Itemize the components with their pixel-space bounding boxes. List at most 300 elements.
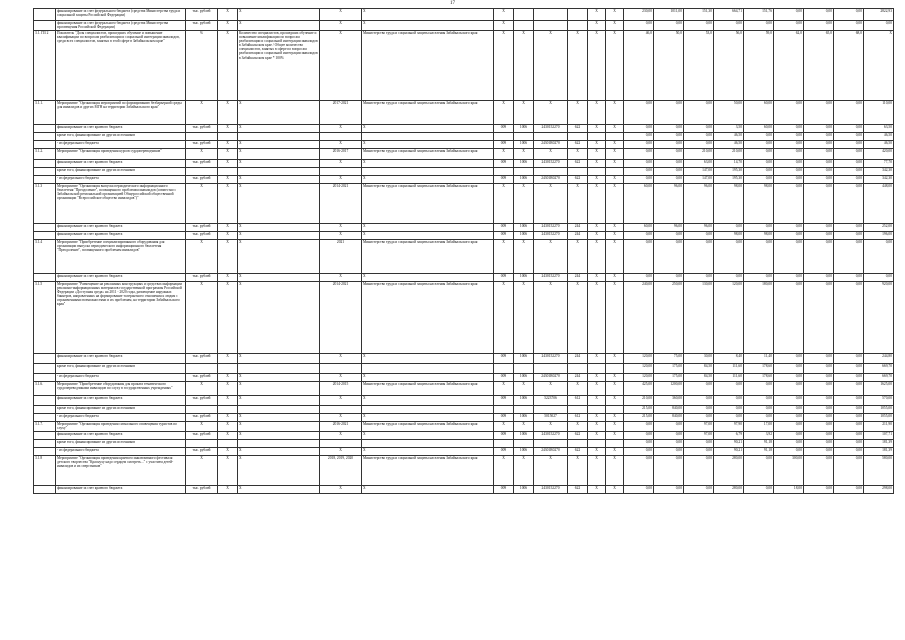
value-year: 280,00 (714, 486, 744, 494)
value-year: 91,18 (744, 448, 774, 456)
value-year: 0,00 (834, 141, 864, 149)
value-total: 1625,00 (864, 382, 894, 396)
value-year: 0,00 (834, 224, 864, 232)
expense-type: X (568, 456, 588, 486)
value-year: 0,00 (654, 149, 684, 160)
formula: X (238, 160, 320, 168)
expense-type: 622 (568, 176, 588, 184)
period: X (320, 176, 362, 184)
col-x2 (588, 133, 606, 141)
value-year: 0,00 (714, 224, 744, 232)
value-year: 0,00 (714, 396, 744, 406)
value-year: 96,00 (684, 224, 714, 232)
value-year: 60,00 (744, 101, 774, 125)
value-year: 17,00 (744, 422, 774, 432)
grbs: X (494, 31, 514, 101)
value-year: 130,00 (684, 282, 714, 354)
section: 1006 (514, 176, 534, 184)
value-year: 6,79 (714, 432, 744, 440)
period: X (320, 224, 362, 232)
table-row (34, 440, 894, 448)
row-number (34, 176, 56, 184)
value-year: 0,00 (744, 414, 774, 422)
value-year: 0,00 (834, 354, 864, 364)
value-year: 0,00 (624, 141, 654, 149)
unit: тыс. рублей (186, 374, 218, 382)
value-year: 0,00 (774, 354, 804, 364)
responsible: Министерство труда и социальной защиты населения Забайкальского края (362, 101, 494, 125)
responsible: X (362, 9, 494, 21)
value-year: 0,00 (834, 406, 864, 414)
col-x3: X (606, 448, 624, 456)
period: X (320, 141, 362, 149)
value-year: 0,00 (804, 184, 834, 224)
section: 1006 (514, 274, 534, 282)
table-row (34, 168, 894, 176)
expense-type: 244 (568, 224, 588, 232)
value-year: 840,00 (654, 406, 684, 414)
col-x1: X (218, 9, 238, 21)
value-year: 0,00 (804, 21, 834, 31)
value-year: 0,00 (684, 382, 714, 396)
target-article: 2430152270 (534, 354, 568, 364)
value-year: 215,00 (624, 406, 654, 414)
target-article: 2430152270 (534, 160, 568, 168)
grbs: 009 (494, 396, 514, 406)
value-total: 570,00 (864, 396, 894, 406)
row-number (34, 168, 56, 176)
row-description: финансирование за счет краевого бюджета (56, 160, 186, 168)
formula: X (238, 432, 320, 440)
col-x1: X (218, 282, 238, 354)
col-x3: X (606, 224, 624, 232)
value-year: 0,00 (624, 232, 654, 240)
grbs: 009 (494, 274, 514, 282)
responsible: X (362, 160, 494, 168)
value-year: 50,00 (714, 101, 744, 125)
target-article: 24301R0270 (534, 176, 568, 184)
value-year: 0,00 (624, 432, 654, 440)
table-row (34, 21, 894, 31)
col-x1 (218, 440, 238, 448)
target-article: 2430152270 (534, 232, 568, 240)
col-x1: X (218, 456, 238, 486)
grbs: 009 (494, 160, 514, 168)
col-x2: X (588, 141, 606, 149)
section: X (514, 422, 534, 432)
value-year: 0,00 (774, 374, 804, 382)
value-year: 0,00 (804, 440, 834, 448)
expense-type: 622 (568, 432, 588, 440)
unit: тыс. рублей (186, 414, 218, 422)
col-x2: X (588, 382, 606, 396)
row-description: финансирование за счет краевого бюджета (56, 232, 186, 240)
target-article: 24301R0270 (534, 141, 568, 149)
table-row (34, 224, 894, 232)
value-year: 0,00 (684, 406, 714, 414)
col-x1: X (218, 274, 238, 282)
row-number (34, 9, 56, 21)
expense-type: 612 (568, 396, 588, 406)
value-year: 0,00 (714, 21, 744, 31)
row-number: 3.1.5 (34, 282, 56, 354)
section: X (514, 31, 534, 101)
grbs: X (494, 382, 514, 396)
table-row (34, 240, 894, 274)
col-x1: X (218, 31, 238, 101)
value-year: 0,00 (804, 374, 834, 382)
value-year: 0,00 (654, 422, 684, 432)
table-row (34, 374, 894, 382)
value-year: 0,00 (834, 125, 864, 133)
responsible: X (362, 486, 494, 494)
value-year: 1200,00 (654, 382, 684, 396)
row-number (34, 448, 56, 456)
target-article: X (534, 422, 568, 432)
value-year: 0,00 (654, 125, 684, 133)
col-x3 (606, 133, 624, 141)
target-article: 2430152270 (534, 274, 568, 282)
period: X (320, 232, 362, 240)
unit: тыс. рублей (186, 141, 218, 149)
row-description: кроме того, финансирование из других источников (56, 364, 186, 374)
grbs: 009 (494, 432, 514, 440)
value-year: 175,00 (654, 364, 684, 374)
value-year: 0,00 (834, 149, 864, 160)
target-article: 2430152270 (534, 432, 568, 440)
value-year: 46,50 (714, 141, 744, 149)
formula: X (238, 448, 320, 456)
value-year: 96,00 (654, 224, 684, 232)
section: X (514, 149, 534, 160)
formula: X (238, 184, 320, 224)
value-year: 97,00 (684, 422, 714, 432)
value-total: 181,39 (864, 448, 894, 456)
target-article (534, 133, 568, 141)
expense-type (568, 21, 588, 31)
period (320, 440, 362, 448)
value-year: 0,00 (804, 176, 834, 184)
section: X (514, 184, 534, 224)
value-year: 0,00 (744, 176, 774, 184)
value-total: 211,90 (864, 422, 894, 432)
value-year: 0,00 (804, 448, 834, 456)
value-year: 280,00 (714, 456, 744, 486)
value-year: 0,00 (684, 448, 714, 456)
target-article: X (534, 240, 568, 274)
target-article: X (534, 456, 568, 486)
row-number (34, 364, 56, 374)
value-year: 0,00 (834, 9, 864, 21)
row-number (34, 160, 56, 168)
period: X (320, 414, 362, 422)
unit: тыс. рублей (186, 486, 218, 494)
row-number (34, 133, 56, 141)
col-x1: X (218, 125, 238, 133)
col-x1: X (218, 160, 238, 168)
period: 2014-2021 (320, 184, 362, 224)
target-article: X (534, 382, 568, 396)
value-total: 107,71 (864, 432, 894, 440)
value-year: 0,00 (714, 406, 744, 414)
value-year: 98,00 (714, 232, 744, 240)
value-year: 1011,00 (654, 9, 684, 21)
section: X (514, 456, 534, 486)
col-x3: X (606, 396, 624, 406)
value-year: 0,00 (774, 141, 804, 149)
value-year: 0,00 (744, 224, 774, 232)
col-x2: X (588, 486, 606, 494)
value-year: 195,30 (714, 176, 744, 184)
row-number (34, 486, 56, 494)
value-total: 63,50 (864, 125, 894, 133)
grbs (494, 406, 514, 414)
row-description: Показатель "Доля специалистов, прошедших обучение и повышение квалификации по вопросам реабилитации и социальной интеграции инвалидов, среди всех специалистов, занятых в этой сфере в Забайкальском крае" (56, 31, 186, 101)
grbs: X (494, 101, 514, 125)
value-year: 0,00 (774, 440, 804, 448)
col-x2: X (588, 9, 606, 21)
value-year: 0,00 (834, 448, 864, 456)
period: X (320, 448, 362, 456)
value-year: 180,00 (744, 282, 774, 354)
col-x1: X (218, 414, 238, 422)
target-article: 2430152270 (534, 125, 568, 133)
value-total: 342,30 (864, 176, 894, 184)
col-x3: X (606, 184, 624, 224)
value-year: 0,00 (774, 184, 804, 224)
formula: X (238, 282, 320, 354)
table-body (34, 9, 894, 494)
section: 1006 (514, 396, 534, 406)
row-description: финансирование за счет федерального бюджета (средства Министерства просвещения Российской Федерации) (56, 21, 186, 31)
value-year: 0,00 (804, 232, 834, 240)
col-x3: X (606, 21, 624, 31)
row-description: Мероприятие "Приобретение специализированного оборудования для организации выпуска периодического информационного бюллетеня "Преодоление", посвященного проблемам инвалидов" (56, 240, 186, 274)
unit (186, 364, 218, 374)
formula: X (238, 176, 320, 184)
row-number (34, 406, 56, 414)
value-year: 46,0 (624, 31, 654, 101)
row-number (34, 232, 56, 240)
row-number (34, 396, 56, 406)
col-x2: X (588, 422, 606, 432)
col-x3: X (606, 125, 624, 133)
value-year: 0,00 (834, 440, 864, 448)
value-year: 0,00 (804, 9, 834, 21)
row-number: 3.1.6. (34, 382, 56, 396)
grbs: 009 (494, 125, 514, 133)
period: X (320, 274, 362, 282)
col-x1: X (218, 184, 238, 224)
expense-type (568, 133, 588, 141)
row-description: Мероприятие "Организация проведения курсов сурдопереводчиков" (56, 149, 186, 160)
value-year: 0,00 (654, 432, 684, 440)
responsible: Министерство труда и социальной защиты населения Забайкальского края (362, 282, 494, 354)
col-x2 (588, 406, 606, 414)
col-x1: X (218, 354, 238, 364)
target-article: X (534, 101, 568, 125)
col-x3 (606, 440, 624, 448)
value-year: 0,00 (624, 240, 654, 274)
col-x3 (606, 364, 624, 374)
grbs: X (494, 422, 514, 432)
target-article (534, 9, 568, 21)
period: X (320, 374, 362, 382)
expense-type: X (568, 101, 588, 125)
value-year: 0,00 (654, 274, 684, 282)
responsible: X (362, 141, 494, 149)
section (514, 168, 534, 176)
row-description: финансирование за счет краевого бюджета (56, 274, 186, 282)
col-x2: X (588, 240, 606, 274)
section (514, 406, 534, 414)
value-year: 0,00 (624, 176, 654, 184)
unit: X (186, 184, 218, 224)
col-x3: X (606, 456, 624, 486)
col-x2: X (588, 282, 606, 354)
section: X (514, 240, 534, 274)
value-year: 120,00 (624, 374, 654, 382)
section: 1006 (514, 125, 534, 133)
value-year: 0,00 (834, 133, 864, 141)
value-year: 0,00 (684, 133, 714, 141)
row-description: - из федерального бюджета (56, 141, 186, 149)
row-description: кроме того, финансирование из других источников (56, 168, 186, 176)
value-year: 84,50 (684, 374, 714, 382)
value-total: 580,00 (864, 456, 894, 486)
unit (186, 440, 218, 448)
value-year: 0,00 (744, 149, 774, 160)
col-x1: X (218, 21, 238, 31)
row-description: кроме того, финансирование из других источников (56, 440, 186, 448)
value-year: 0,00 (804, 364, 834, 374)
col-x2: X (588, 125, 606, 133)
value-year: 0,00 (624, 440, 654, 448)
period: 2018, 2019, 2020 (320, 456, 362, 486)
col-x1: X (218, 374, 238, 382)
grbs (494, 440, 514, 448)
col-x3: X (606, 31, 624, 101)
expense-type (568, 168, 588, 176)
value-year: 0,00 (834, 176, 864, 184)
value-year: 59,0 (744, 31, 774, 101)
value-year: 111,60 (714, 364, 744, 374)
target-article (534, 21, 568, 31)
value-year: 0,00 (774, 406, 804, 414)
col-x2: X (588, 232, 606, 240)
value-total: 298,00 (864, 486, 894, 494)
responsible: Министерство труда и социальной защиты населения Забайкальского края (362, 382, 494, 396)
value-year: 0,00 (624, 486, 654, 494)
period: X (320, 396, 362, 406)
col-x3: X (606, 232, 624, 240)
responsible: X (362, 374, 494, 382)
value-total: 46,50 (864, 141, 894, 149)
value-year: 0,00 (834, 21, 864, 31)
period: X (320, 160, 362, 168)
period (320, 168, 362, 176)
col-x2: X (588, 414, 606, 422)
col-x2: X (588, 31, 606, 101)
period: X (320, 354, 362, 364)
formula: X (238, 21, 320, 31)
unit (186, 406, 218, 414)
value-year: 0,00 (804, 432, 834, 440)
row-number: 3.1.4 (34, 240, 56, 274)
unit: X (186, 149, 218, 160)
section: 1006 (514, 414, 534, 422)
section (514, 133, 534, 141)
unit: тыс. рублей (186, 9, 218, 21)
value-year: 0,00 (714, 382, 744, 396)
value-year: 75,00 (654, 354, 684, 364)
col-x3: X (606, 240, 624, 274)
formula: X (238, 382, 320, 396)
formula (238, 168, 320, 176)
grbs: 009 (494, 232, 514, 240)
value-year: 0,00 (684, 486, 714, 494)
period: X (320, 486, 362, 494)
grbs: 009 (494, 448, 514, 456)
value-year: 0,00 (744, 382, 774, 396)
responsible: X (362, 432, 494, 440)
value-year: 0,00 (834, 396, 864, 406)
col-x2: X (588, 432, 606, 440)
value-year: 175,00 (654, 374, 684, 382)
value-year: 0,00 (744, 168, 774, 176)
period: X (320, 31, 362, 101)
col-x1: X (218, 422, 238, 432)
col-x1 (218, 133, 238, 141)
value-year: 0,00 (834, 184, 864, 224)
value-year: 96,00 (654, 184, 684, 224)
value-year: 50,0 (654, 31, 684, 101)
value-year: 0,00 (804, 282, 834, 354)
value-year: 0,00 (804, 422, 834, 432)
formula: X (238, 149, 320, 160)
row-description: - из федерального бюджета (56, 414, 186, 422)
value-total: 196,00 (864, 232, 894, 240)
value-year: 0,00 (804, 101, 834, 125)
unit: тыс. рублей (186, 432, 218, 440)
row-description: финансирование за счет федерального бюджета (средства Министерства труда и социальной защиты Российской Федерации) (56, 9, 186, 21)
value-year: 30,00 (684, 354, 714, 364)
value-year: 0,00 (684, 414, 714, 422)
table-row (34, 160, 894, 168)
value-year: 97,90 (714, 422, 744, 432)
section: 1006 (514, 232, 534, 240)
col-x3: X (606, 486, 624, 494)
value-year: 60,00 (624, 224, 654, 232)
period: 2017-2021 (320, 101, 362, 125)
row-number (34, 354, 56, 364)
table-row (34, 184, 894, 224)
value-year: 0,00 (744, 21, 774, 31)
unit: тыс. рублей (186, 21, 218, 31)
value-year: 98,00 (744, 184, 774, 224)
period: 2016-2021 (320, 422, 362, 432)
table-row (34, 396, 894, 406)
value-year: 0,00 (654, 101, 684, 125)
col-x2: X (588, 354, 606, 364)
expense-type: X (568, 184, 588, 224)
grbs: X (494, 21, 514, 31)
col-x1 (218, 406, 238, 414)
row-description: финансирование за счет краевого бюджета (56, 125, 186, 133)
value-year: 0,00 (804, 414, 834, 422)
value-total: 244,80 (864, 354, 894, 364)
table-row (34, 274, 894, 282)
